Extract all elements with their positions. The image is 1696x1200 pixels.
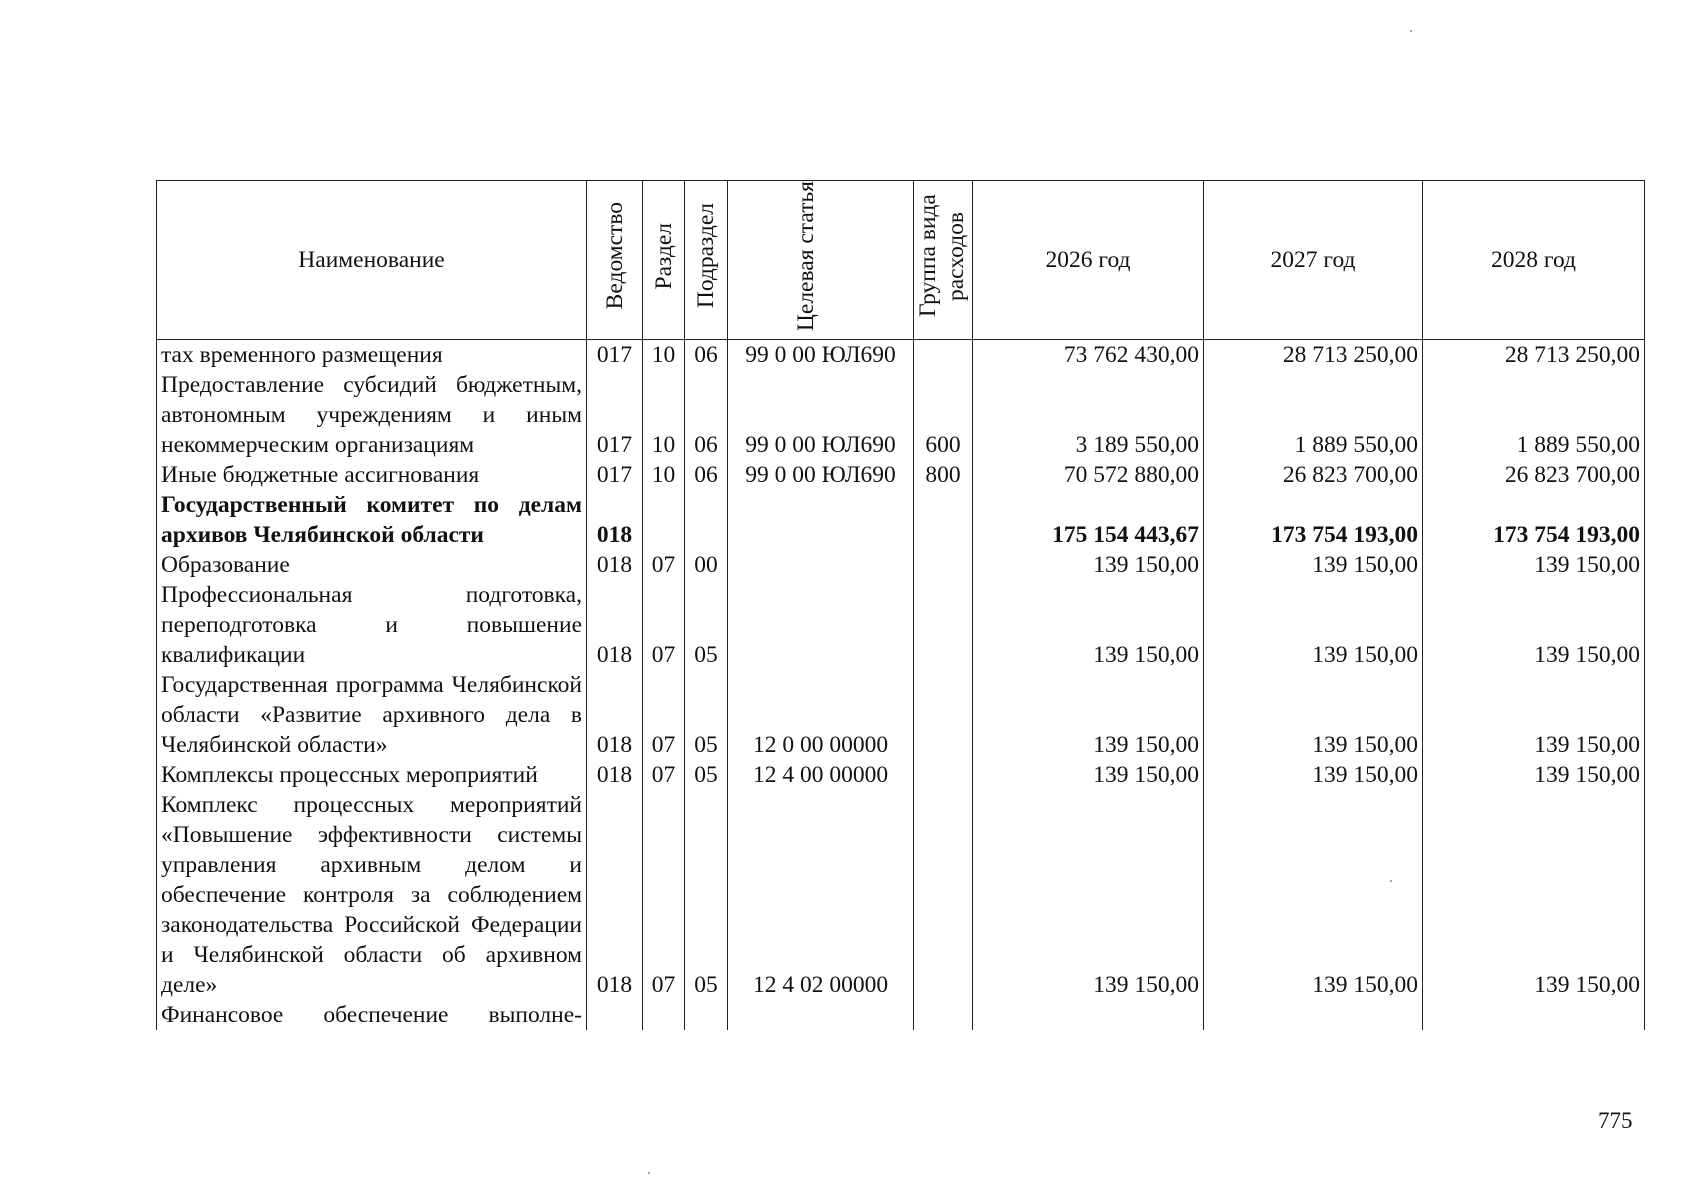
cell-amount-2026: 175 154 443,67	[973, 490, 1204, 550]
cell-vedomstvo: 017	[587, 370, 643, 460]
cell-razdel: 07	[643, 670, 685, 760]
cell-amount-2028: 139 150,00	[1423, 760, 1645, 790]
cell-celevaya-statya	[728, 580, 914, 670]
table-row	[157, 550, 1645, 580]
cell-razdel	[643, 490, 685, 550]
cell-amount-2027: 139 150,00	[1204, 550, 1423, 580]
table-row	[157, 790, 1645, 1000]
table-row	[157, 340, 1645, 371]
cell-gruppa-vida-rashodov: 800	[914, 460, 973, 490]
budget-sheet	[156, 180, 1644, 1030]
cell-gruppa-vida-rashodov	[914, 580, 973, 670]
cell-gruppa-vida-rashodov	[914, 670, 973, 760]
cell-celevaya-statya: 12 4 02 00000	[728, 790, 914, 1000]
header-razdel: Раздел	[643, 181, 685, 340]
cell-amount-2026	[973, 1000, 1204, 1030]
table-row	[157, 670, 1645, 760]
header-year-2026: 2026 год	[973, 181, 1204, 340]
cell-celevaya-statya: 12 4 00 00000	[728, 760, 914, 790]
scan-speck	[1390, 880, 1392, 882]
cell-amount-2027: 28 713 250,00	[1204, 340, 1423, 371]
cell-celevaya-statya: 12 0 00 00000	[728, 670, 914, 760]
scan-speck	[1410, 30, 1412, 32]
cell-vedomstvo: 018	[587, 760, 643, 790]
cell-amount-2027: 173 754 193,00	[1204, 490, 1423, 550]
table-row	[157, 760, 1645, 790]
cell-gruppa-vida-rashodov	[914, 340, 973, 371]
cell-amount-2027: 139 150,00	[1204, 790, 1423, 1000]
table-body	[157, 340, 1645, 1031]
table-row	[157, 370, 1645, 460]
header-podrazdel: Подраздел	[685, 181, 728, 340]
header-year-2028: 2028 год	[1423, 181, 1645, 340]
table-row	[157, 490, 1645, 550]
table-header-row	[157, 181, 1645, 340]
header-name: Наименование	[157, 181, 587, 340]
cell-podrazdel: 00	[685, 550, 728, 580]
cell-vedomstvo: 017	[587, 340, 643, 371]
table-row	[157, 460, 1645, 490]
cell-razdel: 07	[643, 760, 685, 790]
cell-amount-2028: 139 150,00	[1423, 580, 1645, 670]
cell-vedomstvo: 018	[587, 790, 643, 1000]
cell-podrazdel: 06	[685, 340, 728, 371]
cell-name: Иные бюджетные ассигнования	[157, 460, 587, 490]
cell-podrazdel: 06	[685, 460, 728, 490]
cell-amount-2028: 28 713 250,00	[1423, 340, 1645, 371]
cell-vedomstvo: 018	[587, 670, 643, 760]
cell-celevaya-statya	[728, 490, 914, 550]
cell-podrazdel	[685, 490, 728, 550]
cell-amount-2028: 26 823 700,00	[1423, 460, 1645, 490]
cell-gruppa-vida-rashodov	[914, 1000, 973, 1030]
cell-amount-2026: 70 572 880,00	[973, 460, 1204, 490]
cell-name: Государственный комитет по делам архивов Челябинской области	[157, 490, 587, 550]
cell-amount-2026: 139 150,00	[973, 580, 1204, 670]
cell-amount-2026: 73 762 430,00	[973, 340, 1204, 371]
header-celevaya-statya: Целевая статья	[728, 181, 914, 340]
cell-podrazdel: 05	[685, 580, 728, 670]
cell-podrazdel: 05	[685, 670, 728, 760]
cell-razdel: 07	[643, 790, 685, 1000]
cell-amount-2028: 139 150,00	[1423, 790, 1645, 1000]
cell-gruppa-vida-rashodov	[914, 550, 973, 580]
cell-vedomstvo: 018	[587, 580, 643, 670]
cell-amount-2028	[1423, 1000, 1645, 1030]
cell-razdel: 07	[643, 580, 685, 670]
cell-amount-2026: 3 189 550,00	[973, 370, 1204, 460]
cell-name: Предоставление субсидий бюджетным, автономным учреждениям и иным некоммерческим организациям	[157, 370, 587, 460]
cell-podrazdel	[685, 1000, 728, 1030]
cell-amount-2027: 139 150,00	[1204, 760, 1423, 790]
page-number: 775	[1598, 1108, 1633, 1133]
cell-name: тах временного размещения	[157, 340, 587, 371]
cell-amount-2026: 139 150,00	[973, 670, 1204, 760]
cell-celevaya-statya	[728, 1000, 914, 1030]
cell-amount-2026: 139 150,00	[973, 550, 1204, 580]
cell-amount-2027: 1 889 550,00	[1204, 370, 1423, 460]
cell-celevaya-statya	[728, 550, 914, 580]
cell-podrazdel: 06	[685, 370, 728, 460]
cell-razdel: 10	[643, 340, 685, 371]
cell-amount-2028: 139 150,00	[1423, 550, 1645, 580]
cell-gruppa-vida-rashodov: 600	[914, 370, 973, 460]
cell-amount-2026: 139 150,00	[973, 760, 1204, 790]
cell-razdel: 10	[643, 460, 685, 490]
cell-amount-2027: 139 150,00	[1204, 580, 1423, 670]
cell-amount-2027	[1204, 1000, 1423, 1030]
cell-celevaya-statya: 99 0 00 ЮЛ690	[728, 370, 914, 460]
scan-speck	[648, 1172, 650, 1174]
cell-amount-2028: 1 889 550,00	[1423, 370, 1645, 460]
cell-amount-2028: 173 754 193,00	[1423, 490, 1645, 550]
header-gruppa-vida-rashodov: Группа вида расходов	[914, 181, 973, 340]
cell-podrazdel: 05	[685, 790, 728, 1000]
cell-vedomstvo: 017	[587, 460, 643, 490]
cell-gruppa-vida-rashodov	[914, 760, 973, 790]
cell-celevaya-statya: 99 0 00 ЮЛ690	[728, 340, 914, 371]
cell-razdel: 10	[643, 370, 685, 460]
cell-name: Профессиональная подготовка, переподготовка и повышение квалификации	[157, 580, 587, 670]
cell-name: Комплекс процессных мероприятий «Повышение эффективности системы управления архивным делом и обеспечение контроля за соблюдением законодательства Российской Федерации и Челябинской области об архивном деле»	[157, 790, 587, 1000]
cell-razdel	[643, 1000, 685, 1030]
cell-podrazdel: 05	[685, 760, 728, 790]
cell-celevaya-statya: 99 0 00 ЮЛ690	[728, 460, 914, 490]
cell-amount-2026: 139 150,00	[973, 790, 1204, 1000]
cell-vedomstvo	[587, 1000, 643, 1030]
cell-amount-2028: 139 150,00	[1423, 670, 1645, 760]
cell-amount-2027: 26 823 700,00	[1204, 460, 1423, 490]
cell-amount-2027: 139 150,00	[1204, 670, 1423, 760]
budget-table	[156, 180, 1645, 1030]
table-row	[157, 580, 1645, 670]
table-row	[157, 1000, 1645, 1030]
cell-gruppa-vida-rashodov	[914, 790, 973, 1000]
cell-vedomstvo: 018	[587, 490, 643, 550]
header-vedomstvo: Ведомство	[587, 181, 643, 340]
cell-razdel: 07	[643, 550, 685, 580]
cell-gruppa-vida-rashodov	[914, 490, 973, 550]
cell-name: Комплексы процессных мероприятий	[157, 760, 587, 790]
cell-vedomstvo: 018	[587, 550, 643, 580]
header-year-2027: 2027 год	[1204, 181, 1423, 340]
cell-name: Финансовое обеспечение выполне-	[157, 1000, 587, 1030]
cell-name: Государственная программа Челябинской области «Развитие архивного дела в Челябинской области»	[157, 670, 587, 760]
cell-name: Образование	[157, 550, 587, 580]
